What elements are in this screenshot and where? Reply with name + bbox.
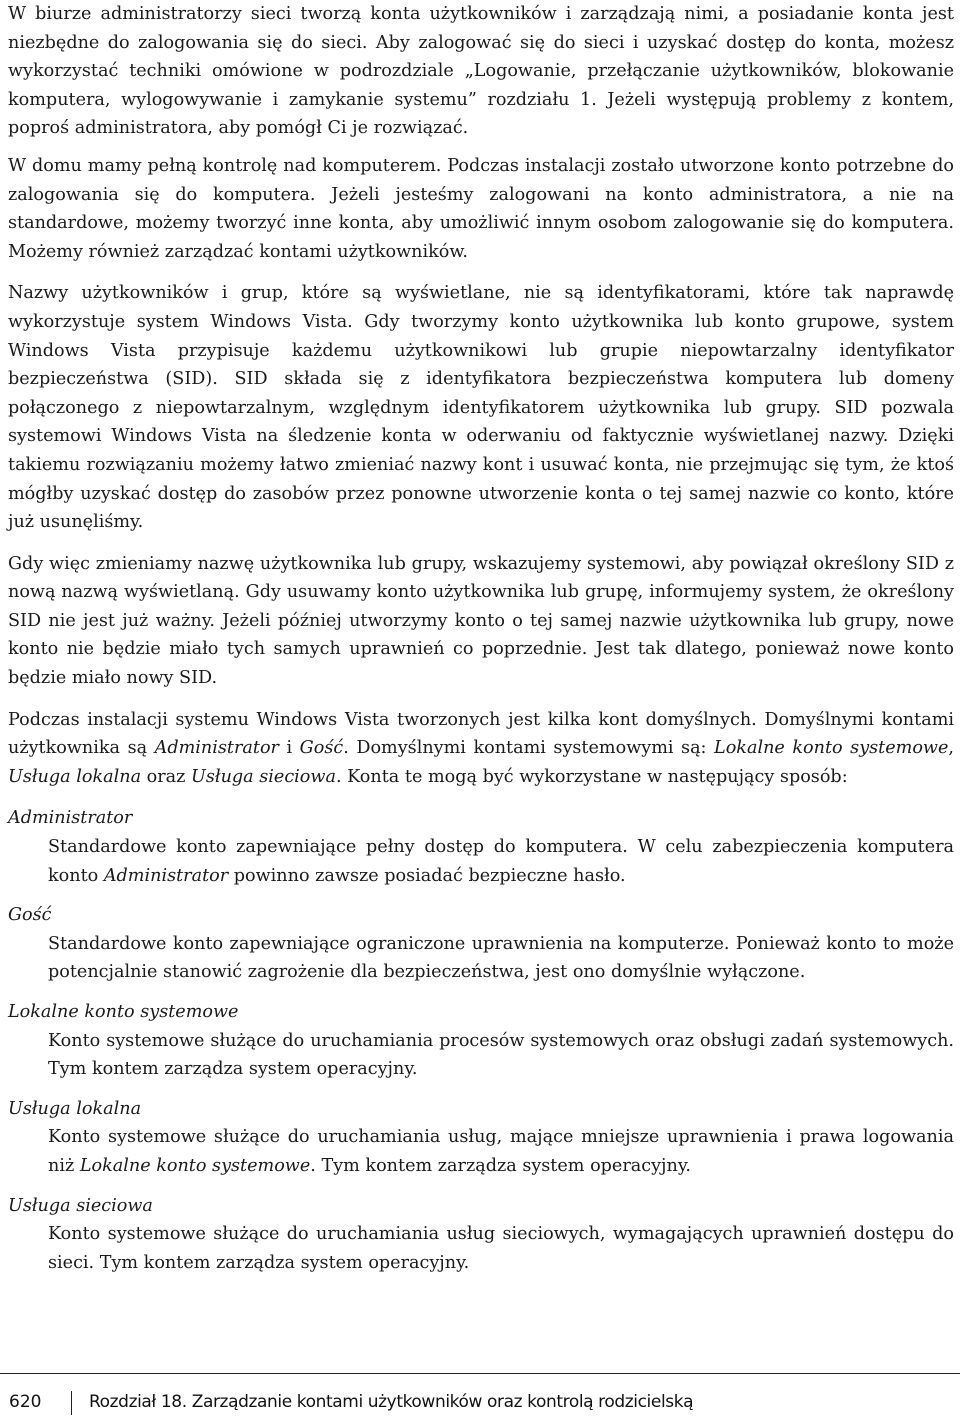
definition-term: Lokalne konto systemowe	[8, 1002, 239, 1022]
text-run: Standardowe konto zapewniające pełny dostęp do komputera. W celu zabezpieczenia komputera konto	[48, 837, 954, 886]
definition-item	[8, 1095, 954, 1181]
paragraph-home-control: W domu mamy pełną kontrolę nad komputerem. Podczas instalacji zostało utworzone konto potrzebne do zalogowania się do komputera. Jeżeli jesteśmy zalogowani na konto administratora, a nie na standardowe, możemy tworzyć inne konta, aby umożliwić innym osobom zalogowanie się do komputera. Możemy również zarządzać kontami użytkowników.	[8, 155, 954, 262]
term-administrator: Administrator	[103, 865, 229, 886]
term-administrator: Administrator	[154, 738, 279, 759]
text-run: i	[278, 738, 300, 759]
page-footer	[0, 1373, 960, 1418]
paragraph-default-accounts	[8, 706, 954, 792]
term-local-system: Lokalne konto systemowe	[79, 1155, 311, 1176]
definition-description	[48, 1123, 954, 1180]
footer-divider	[71, 1391, 72, 1415]
page-number: 620	[9, 1392, 42, 1412]
definition-term: Gość	[8, 905, 52, 926]
text-run: Konto systemowe służące do uruchamiania procesów systemowych oraz obsługi zadań systemowych. Tym kontem zarządza system operacyjny.	[48, 1030, 954, 1080]
page-content	[8, 0, 954, 1277]
definition-description	[48, 1220, 954, 1277]
text-run: Standardowe konto zapewniające ograniczone uprawnienia na komputerze. Ponieważ konto to może potencjalnie stanowić zagrożenie dla bezpieczeństwa, jest ono domyślnie wyłączone.	[48, 933, 954, 983]
text-run: . Tym kontem zarządza system operacyjny.	[310, 1155, 692, 1176]
text-run: . Konta te mogą być wykorzystane w następujący sposób:	[335, 766, 848, 787]
text-run: Konto systemowe służące do uruchamiania usług sieciowych, wymagających uprawnień dostępu do sieci. Tym kontem zarządza system operacyjny.	[48, 1224, 954, 1273]
chapter-title: Rozdział 18. Zarządzanie kontami użytkowników oraz kontrolą rodzicielską	[89, 1392, 694, 1412]
definition-term: Administrator	[8, 808, 133, 829]
term-network-service: Usługa sieciowa	[191, 766, 336, 787]
text-run: Konto systemowe służące do uruchamiania usług, mające mniejsze uprawnienia i prawa logowania niż	[48, 1127, 954, 1176]
paragraph-account-intro: W biurze administratorzy sieci tworzą konta użytkowników i zarządzają nimi, a posiadanie konta jest niezbędne do zalogowania się do sieci. Aby zalogować się do sieci i uzyskać dostęp do konta, możesz wykorzystać techniki omówione w podrozdziale „Logowanie, przełączanie użytkowników, blokowanie komputera, wylogowywanie i zamykanie systemu” rozdziału 1. Jeżeli występują problemy z kontem, poproś administratora, aby pomógł Ci je rozwiązać.	[8, 4, 954, 139]
definition-list	[8, 804, 954, 1277]
definition-item	[8, 804, 954, 890]
text-run: . Domyślnymi kontami systemowymi są:	[343, 738, 715, 759]
text-run: powinno zawsze posiadać bezpieczne hasło.	[228, 865, 626, 886]
text-run: ,	[948, 738, 954, 759]
definition-term: Usługa lokalna	[8, 1098, 142, 1119]
paragraph-sid: Nazwy użytkowników i grup, które są wyświetlane, nie są identyfikatorami, które tak naprawdę wykorzystuje system Windows Vista. Gdy tworzymy konto użytkownika lub konto grupowe, system Windows Vista przypisuje każdemu użytkownikowi lub grupie niepowtarzalny identyfikator bezpieczeństwa (SID). SID składa się z identyfikatora bezpieczeństwa komputera lub domeny połączonego z niepowtarzalnym, względnym identyfikatorem użytkownika lub grupy. SID pozwala systemowi Windows Vista na śledzenie konta w oderwaniu od faktycznie wyświetlanej nazwy. Dzięki takiemu rozwiązaniu możemy łatwo zmieniać nazwy kont i usuwać konta, nie przejmując się tym, że ktoś mógłby uzyskać dostęp do zasobów przez ponowne utworzenie konta o tej samej nazwie co konto, które już usunęliśmy.	[8, 283, 954, 533]
definition-item	[8, 998, 954, 1084]
definition-item	[8, 1192, 954, 1278]
definition-description	[48, 1027, 954, 1084]
term-guest: Gość	[299, 738, 344, 759]
definition-description	[48, 833, 954, 890]
term-local-system: Lokalne konto systemowe	[714, 738, 949, 759]
definition-item	[8, 901, 954, 987]
text-run: Podczas instalacji systemu Windows Vista tworzonych jest kilka kont domyślnych. Domyślnymi kontami użytkownika są	[8, 709, 954, 759]
term-local-service: Usługa lokalna	[8, 766, 142, 787]
paragraph-rename-delete: Gdy więc zmieniamy nazwę użytkownika lub grupy, wskazujemy systemowi, aby powiązał określony SID z nową nazwą wyświetlaną. Gdy usuwamy konto użytkownika lub grupę, informujemy system, że określony SID nie jest już ważny. Jeżeli później utworzymy konto o tej samej nazwie użytkownika lub grupy, nowe konto nie będzie miało tych samych uprawnień co poprzednie. Jest tak dlatego, ponieważ nowe konto będzie miało nowy SID.	[8, 553, 954, 689]
definition-description	[48, 930, 954, 987]
text-run: oraz	[141, 766, 192, 787]
definition-term: Usługa sieciowa	[8, 1195, 153, 1216]
